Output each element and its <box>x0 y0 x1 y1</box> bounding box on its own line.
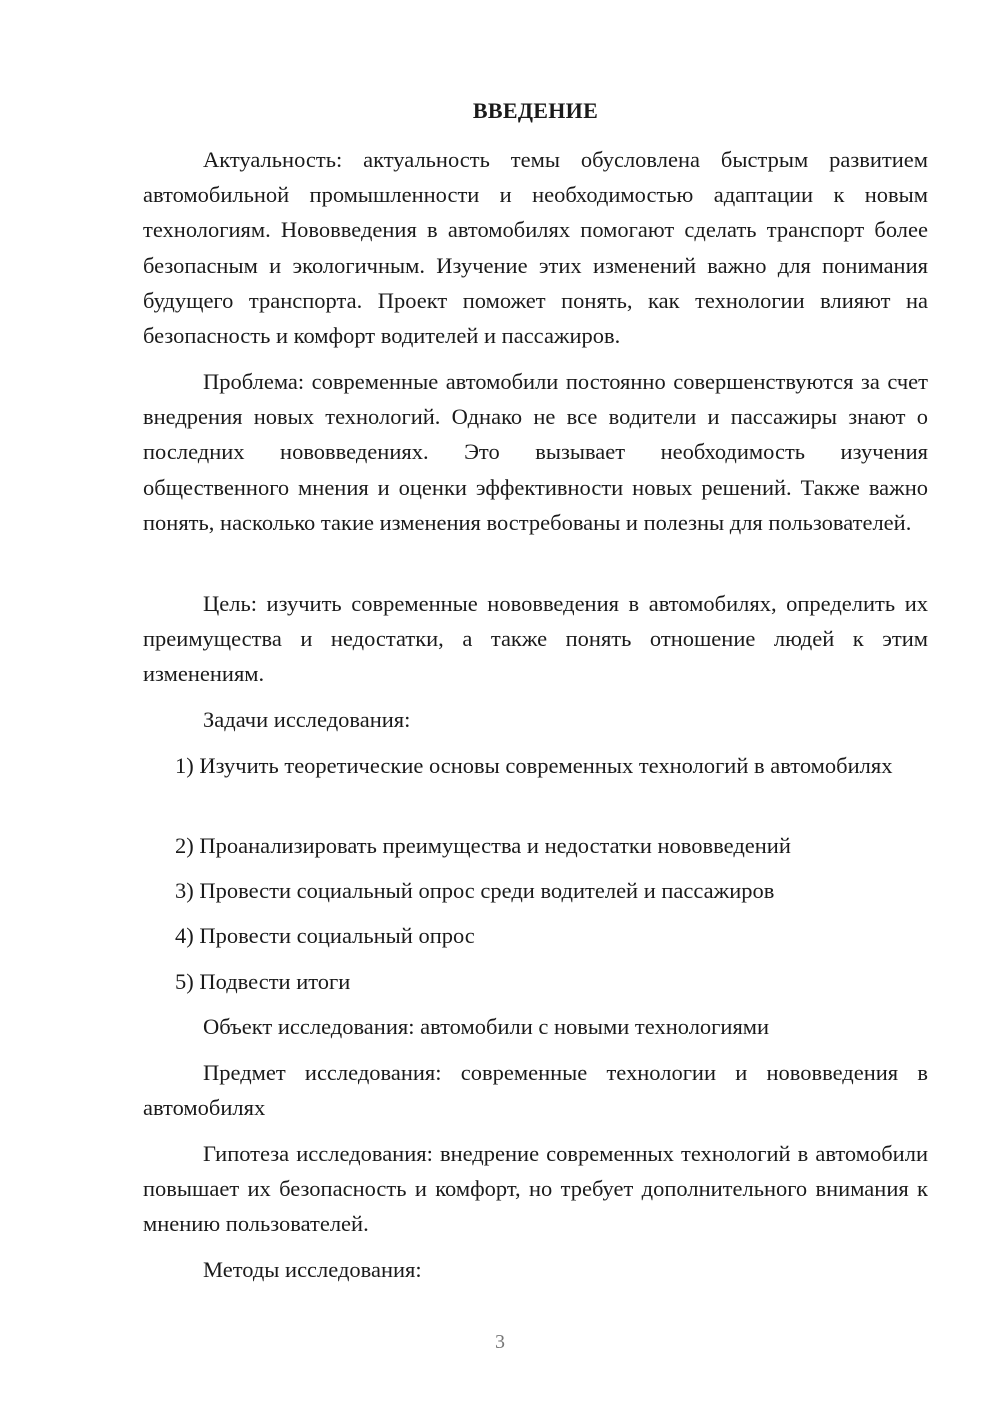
methods-heading: Методы исследования: <box>203 1257 422 1282</box>
page-title: ВВЕДЕНИЕ <box>472 98 599 123</box>
task-item-1: 1) Изучить теоретические основы современных технологий в автомобилях <box>175 753 893 778</box>
task-item-4: 4) Провести социальный опрос <box>175 923 475 948</box>
paragraph-relevance: Актуальность: актуальность темы обусловлена быстрым развитием автомобильной промышленности и необходимостью адаптации к новым технологиям. Нововведения в автомобилях помогают сделать транспорт более безопасным и экологичным. Изучение этих изменений важно для понимания будущего транспорта. Проект поможет понять, как технологии влияют на безопасность и комфорт водителей и пассажиров. <box>143 147 928 349</box>
task-item-2: 2) Проанализировать преимущества и недостатки нововведений <box>175 833 791 858</box>
page-number: 3 <box>495 1331 505 1353</box>
paragraph-subject: Предмет исследования: современные технологии и нововведения в автомобилях <box>143 1060 928 1121</box>
task-item-5: 5) Подвести итоги <box>175 969 351 994</box>
task-item-3: 3) Провести социальный опрос среди водителей и пассажиров <box>175 878 775 903</box>
tasks-heading: Задачи исследования: <box>203 707 411 732</box>
paragraph-object: Объект исследования: автомобили с новыми технологиями <box>203 1014 770 1039</box>
paragraph-goal: Цель: изучить современные нововведения в автомобилях, определить их преимущества и недостатки, а также понять отношение людей к этим изменениям. <box>143 591 928 687</box>
paragraph-problem: Проблема: современные автомобили постоянно совершенствуются за счет внедрения новых технологий. Однако не все водители и пассажиры знают о последних нововведениях. Это вызывает необходимость изучения общественного мнения и оценки эффективности новых решений. Также важно понять, насколько такие изменения востребованы и полезны для пользователей. <box>143 369 928 535</box>
paragraph-hypothesis: Гипотеза исследования: внедрение современных технологий в автомобили повышает их безопасность и комфорт, но требует дополнительного внимания к мнению пользователей. <box>143 1141 928 1237</box>
